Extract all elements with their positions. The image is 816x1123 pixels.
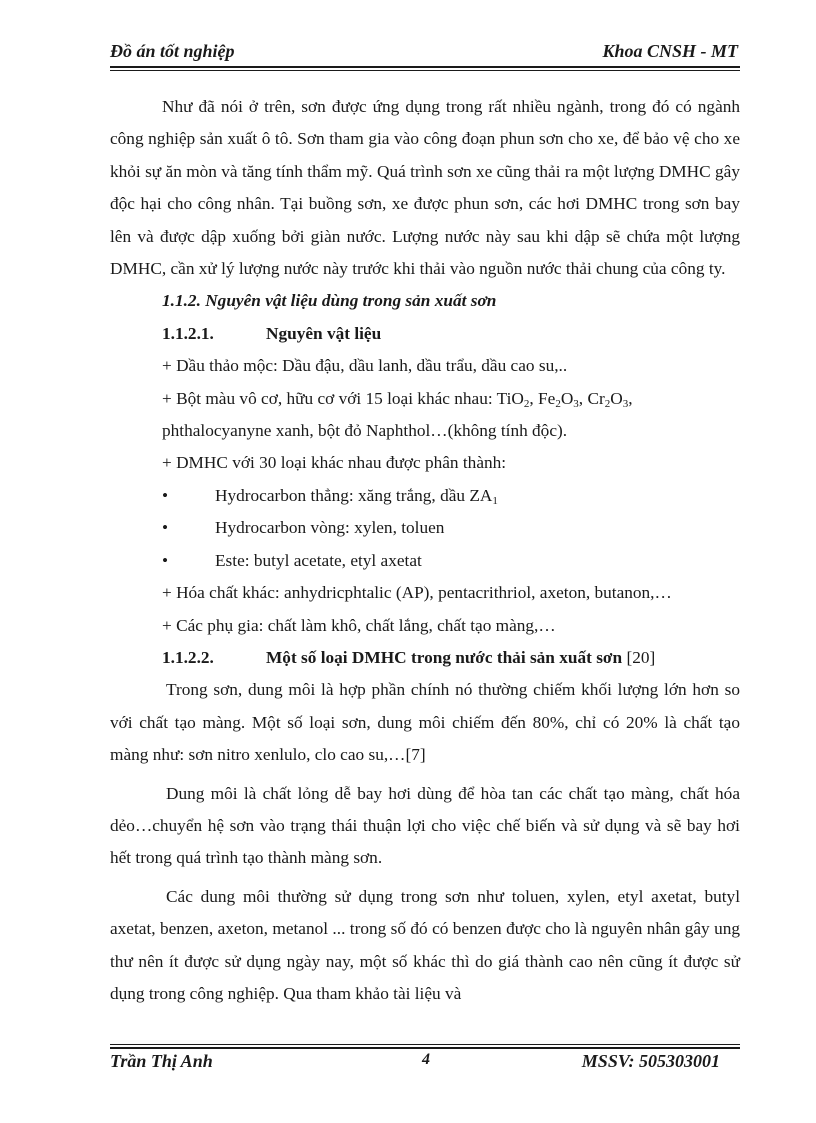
header-rule-thin xyxy=(110,70,740,71)
bullet-icon: • xyxy=(162,550,169,570)
list-item-pigment: + Bột màu vô cơ, hữu cơ với 15 loại khác nhau: TiO$_2$, $Fe_2O_3$, $Cr_2O_3$, xyxy=(162,388,633,410)
paragraph-common-solvents: Các dung môi thường sử dụng trong sơn như toluen, xylen, etyl axetat, butyl axetat, benzen, axeton, metanol ... trong số đó có benzen được cho là nguyên nhân gây ung thư nên ít được sử dụng ngày nay, một số khác thì do giá thành cao nên cũng ít được sử dụng trong công nghiệp. Qua tham khảo tài liệu và xyxy=(110,886,740,1003)
section-heading-1-1-2-2 xyxy=(162,642,740,674)
list-item-oil: + Dầu thảo mộc: Dầu đậu, dầu lanh, dầu trẩu, dầu cao su,.. xyxy=(162,356,568,376)
heading-reference: [20] xyxy=(622,647,656,667)
bullet-item-straight-hydrocarbon: • Hydrocarbon thẳng: xăng trắng, dầu $ZA_1$ xyxy=(162,480,740,512)
page-body xyxy=(110,91,741,1010)
bullet-icon: • xyxy=(162,485,169,505)
footer-student-id: MSSV: 505303001 xyxy=(581,1051,720,1071)
paragraph-solvent-definition: Dung môi là chất lỏng dễ bay hơi dùng để hòa tan các chất tạo màng, chất hóa dẻo…chuyển hệ sơn vào trạng thái thuận lợi cho việc chế biến và sử dụng và sẽ bay hơi hết trong quá trình tạo thành màng sơn. xyxy=(110,783,740,868)
section-heading-1-1-2: 1.1.2. Nguyên vật liệu dùng trong sản xuất sơn xyxy=(162,291,497,311)
page-footer xyxy=(110,1049,740,1075)
list-item-additives: + Các phụ gia: chất làm khô, chất lắng, chất tạo màng,… xyxy=(162,615,556,635)
footer-author: Trần Thị Anh xyxy=(110,1051,213,1071)
heading-title: Nguyên vật liệu xyxy=(266,323,382,343)
page-header xyxy=(110,41,740,65)
heading-number: 1.1.2.2. xyxy=(162,647,214,667)
footer-rule-thin xyxy=(110,1044,740,1045)
section-heading-1-1-2-1 xyxy=(162,318,740,350)
header-title: Đồ án tốt nghiệp xyxy=(110,41,235,61)
page-number: 4 xyxy=(422,1051,430,1068)
list-item-pigment-cont: phthalocyanyne xanh, bột đỏ Naphthol…(không tính độc). xyxy=(162,421,568,441)
heading-number: 1.1.2.1. xyxy=(162,323,214,343)
header-rule-thick xyxy=(110,66,740,68)
paragraph-solvent-share: Trong sơn, dung môi là hợp phần chính nó thường chiếm khối lượng lớn hơn so với chất tạo màng. Một số loại sơn, dung môi chiếm đến 80%, chỉ có 20% là chất tạo màng như: sơn nitro xenlulo, clo cao su,…[7] xyxy=(110,680,740,765)
list-item-dmhc: + DMHC với 30 loại khác nhau được phân thành: xyxy=(162,453,507,473)
header-department: Khoa CNSH - MT xyxy=(602,41,738,61)
bullet-icon: • xyxy=(162,518,169,538)
list-item-chemicals: + Hóa chất khác: anhydricphtalic (AP), pentacrithriol, axeton, butanon,… xyxy=(162,583,672,603)
paragraph-intro: Như đã nói ở trên, sơn được ứng dụng trong rất nhiều ngành, trong đó có ngành công nghiệp sản xuất ô tô. Sơn tham gia vào công đoạn phun sơn cho xe, để bảo vệ cho xe khỏi sự ăn mòn và tăng tính thẩm mỹ. Quá trình sơn xe cũng thải ra một lượng DMHC gây độc hại cho công nhân. Tại buồng sơn, xe được phun sơn, các hơi DMHC trong sơn bay lên và được dập xuống bởi giàn nước. Lượng nước này sau khi dập sẽ chứa một lượng DMHC, cần xử lý lượng nước này trước khi thải vào nguồn nước thải chung của công ty. xyxy=(110,97,741,279)
bullet-item-ring-hydrocarbon: • Hydrocarbon vòng: xylen, toluen xyxy=(162,512,740,544)
heading-title: Một số loại DMHC trong nước thải sản xuất sơn xyxy=(266,647,623,667)
bullet-item-ester: • Este: butyl acetate, etyl axetat xyxy=(162,545,740,577)
